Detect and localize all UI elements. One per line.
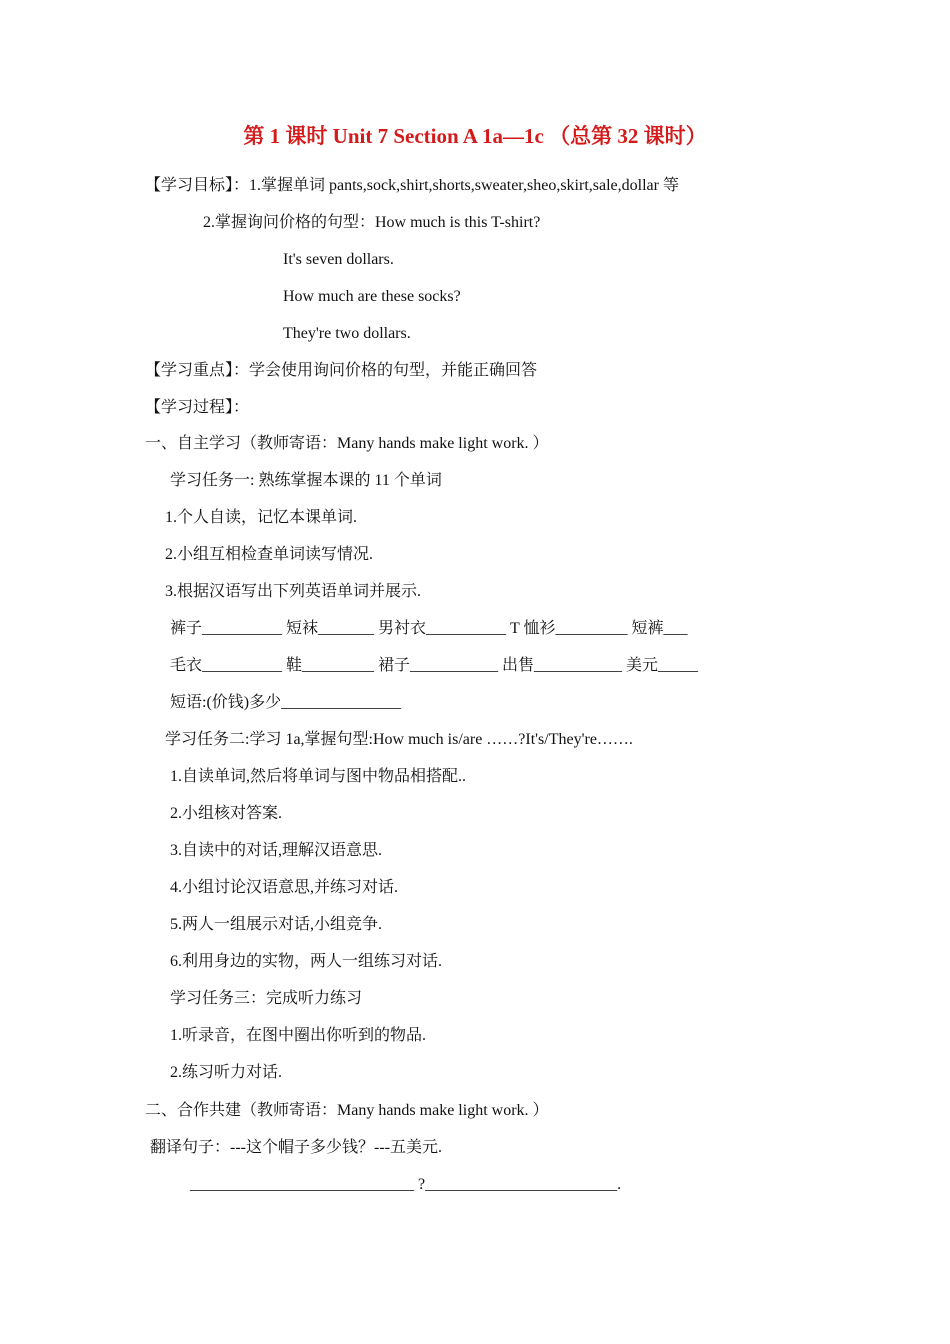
- task-step: 2.小组互相检查单词读写情况.: [165, 546, 374, 563]
- page-title: 第 1 课时 Unit 7 Section A 1a—1c （总第 32 课时）: [243, 124, 707, 148]
- task-three-heading: 学习任务三：完成听力练习: [170, 990, 363, 1007]
- sentence-line: It's seven dollars.: [283, 251, 394, 268]
- translate-prompt: 翻译句子：---这个帽子多少钱？---五美元.: [150, 1139, 442, 1156]
- task-step: 2.练习听力对话.: [170, 1064, 283, 1081]
- answer-blank-line: ____________________________ ?________________________.: [190, 1176, 622, 1193]
- task-one-heading: 学习任务一: 熟练掌握本课的 11 个单词: [170, 472, 442, 489]
- task-step: 1.听录音，在图中圈出你听到的物品.: [170, 1027, 427, 1044]
- task-step: 2.小组核对答案.: [170, 805, 283, 822]
- vocab-blank-line: 毛衣__________ 鞋_________ 裙子___________ 出售___________ 美元_____: [170, 657, 699, 674]
- sentence-line: How much are these socks?: [283, 288, 461, 305]
- phrase-blank-line: 短语:(价钱)多少_______________: [170, 694, 402, 711]
- task-two-heading: 学习任务二:学习 1a,掌握句型:How much is/are ……?It's/They're…….: [165, 731, 633, 748]
- task-step: 3.根据汉语写出下列英语单词并展示.: [165, 583, 422, 600]
- process-heading: 【学习过程】：: [145, 399, 250, 416]
- objective-2: 2.掌握询问价格的句型：How much is this T-shirt?: [203, 214, 541, 231]
- task-step: 4.小组讨论汉语意思,并练习对话.: [170, 879, 399, 896]
- task-step: 1.个人自读，记忆本课单词.: [165, 509, 358, 526]
- task-step: 3.自读中的对话,理解汉语意思.: [170, 842, 383, 859]
- vocab-blank-line: 裤子__________ 短袜_______ 男衬衣__________ T 恤衫_________ 短裤___: [170, 620, 688, 637]
- objectives-line: 【学习目标】：1.掌握单词 pants,sock,shirt,shorts,sweater,sheo,skirt,sale,dollar 等: [145, 177, 679, 194]
- section-two-heading: 二、合作共建（教师寄语：Many hands make light work. ）: [145, 1102, 549, 1119]
- task-step: 1.自读单词,然后将单词与图中物品相搭配..: [170, 768, 467, 785]
- section-one-heading: 一、自主学习（教师寄语：Many hands make light work. ）: [145, 435, 549, 452]
- sentence-line: They're two dollars.: [283, 325, 411, 342]
- task-step: 6.利用身边的实物，两人一组练习对话.: [170, 953, 443, 970]
- task-step: 5.两人一组展示对话,小组竞争.: [170, 916, 383, 933]
- key-points-line: 【学习重点】：学会使用询问价格的句型，并能正确回答: [145, 362, 538, 379]
